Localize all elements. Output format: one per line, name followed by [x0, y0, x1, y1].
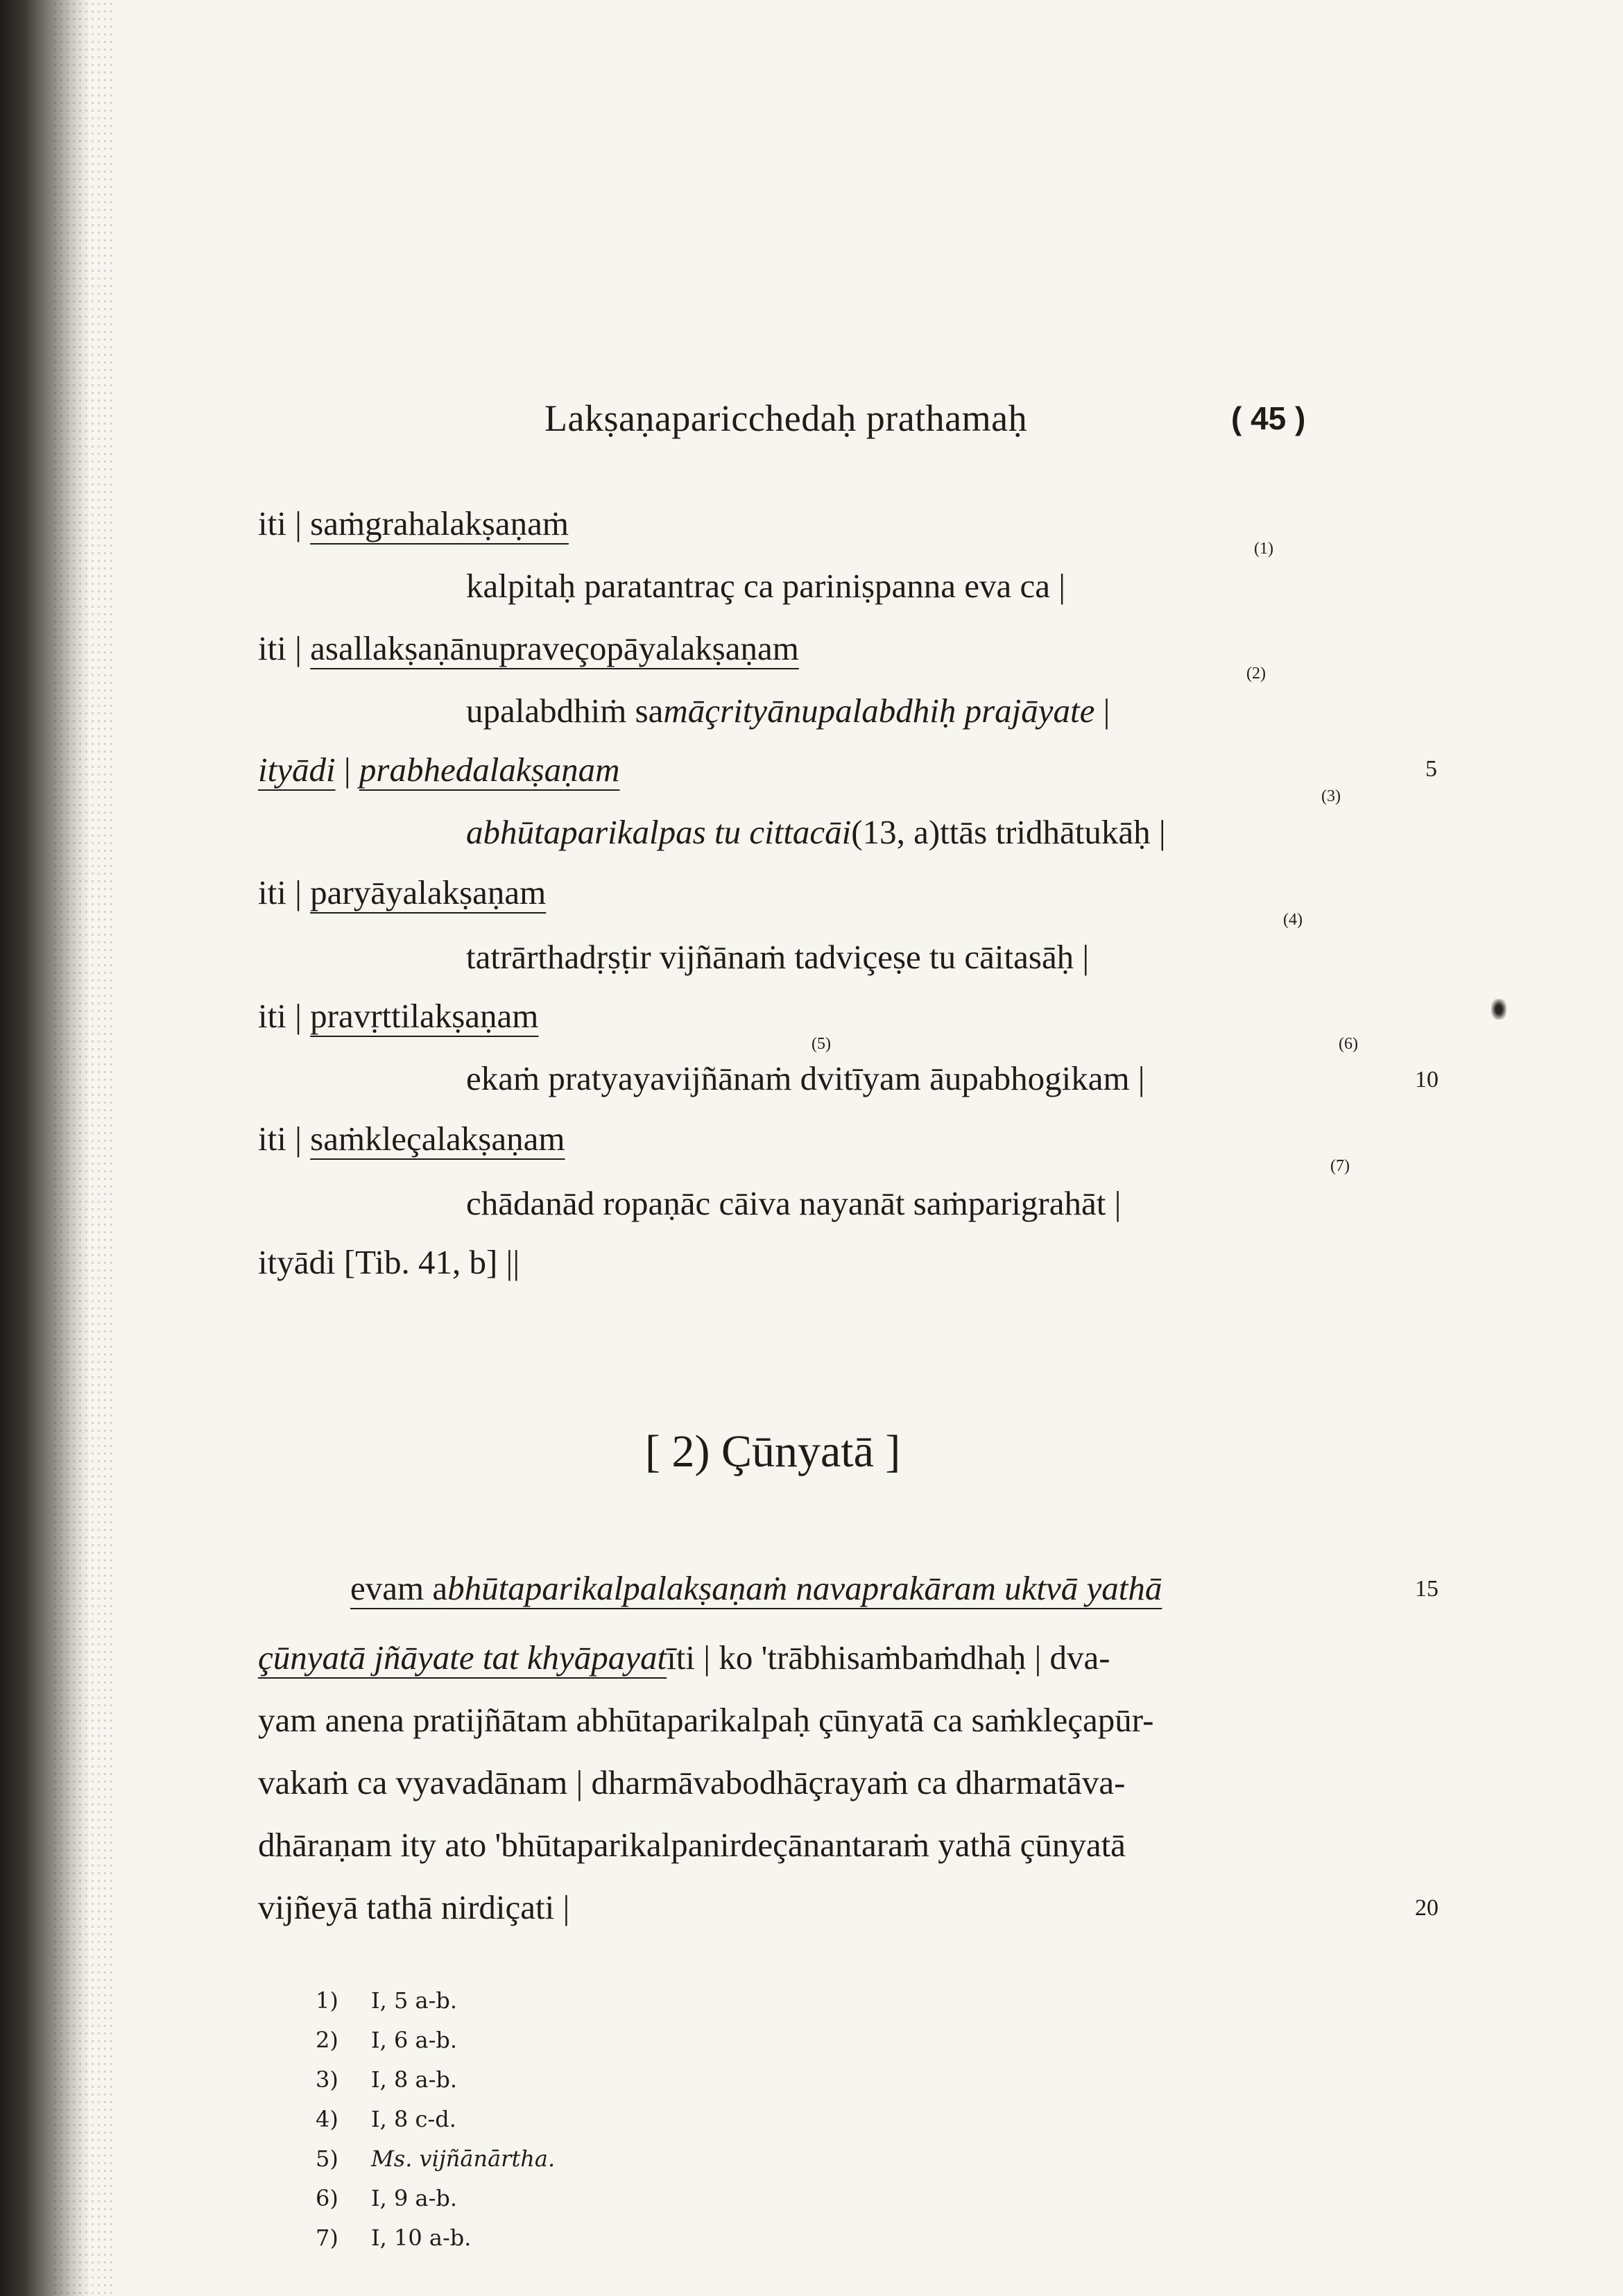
heading-samklesa: saṁkleçalakṣaṇam: [310, 1120, 565, 1158]
heading-pravrtti: pravṛttilakṣaṇam: [310, 997, 539, 1035]
footnote-ref-5: (5): [812, 1035, 831, 1053]
heading-asallaksana: asallakṣaṇānupraveçopāyalakṣaṇam: [310, 629, 799, 667]
footnote-number: 5): [316, 2145, 338, 2172]
verse-line-2: [466, 694, 1110, 728]
footnote-number: 7): [316, 2225, 338, 2251]
separator: |: [335, 751, 359, 789]
page-speckle: [52, 0, 114, 2296]
heading-samgraha: saṁgrahalakṣaṇaṁ: [310, 504, 569, 542]
line-number-10: 10: [1415, 1067, 1439, 1093]
verse-line-2-end: |: [1094, 692, 1110, 730]
para-line-2: [258, 1638, 1110, 1677]
footnote-ref-7: (7): [1330, 1157, 1350, 1175]
para-line-4: vakaṁ ca vyavadānam | dharmāvabodhāçrayaṁ ca dharmatāva-: [258, 1763, 1126, 1801]
text-line-1: [258, 506, 569, 540]
text-line-1-prefix: iti |: [258, 504, 311, 542]
footnote-text: Ms. vijñānārtha.: [371, 2145, 556, 2172]
text-line-3: [258, 631, 799, 665]
footnote-number: 6): [316, 2185, 338, 2211]
footnote-ref-2: (2): [1246, 665, 1266, 683]
footnote-1: [316, 1987, 457, 2014]
text-line-3-prefix: iti |: [258, 629, 311, 667]
footnote-number: 4): [316, 2106, 338, 2132]
text-line-9-prefix: iti |: [258, 997, 311, 1035]
footnote-7: [316, 2225, 471, 2251]
heading-prabheda: prabhedalakṣaṇam: [359, 751, 620, 789]
running-header-title: Lakṣaṇaparicchedaḥ prathamaḥ: [544, 397, 1028, 439]
footnote-5: [316, 2145, 555, 2172]
footnote-text: I, 5 a-b.: [371, 1987, 458, 2014]
footnote-number: 3): [316, 2066, 338, 2093]
text-line-7-prefix: iti |: [258, 873, 311, 911]
verse-line-3-plain: (13, a)ttās tridhātukāḥ |: [851, 813, 1166, 851]
verse-line-3-italic: abhūtaparikalpas tu cittacāi: [466, 813, 852, 851]
footnote-3: [316, 2066, 457, 2093]
verse-line-2-plain: upalabdhiṁ sa: [466, 692, 664, 730]
para-line-2-italic: çūnyatā jñāyate tat khyāpayat: [258, 1638, 667, 1677]
footnote-text: I, 8 a-b.: [371, 2066, 458, 2093]
line-number-20: 20: [1415, 1895, 1439, 1921]
text-line-11-prefix: iti |: [258, 1120, 311, 1158]
verse-line-2-italic: māçrityānupalabdhiḥ prajāyate: [663, 692, 1095, 730]
verse-line-1: kalpitaḥ paratantraç ca pariniṣpanna eva ca |: [466, 567, 1066, 605]
text-line-9: [258, 999, 538, 1033]
text-line-13: ityādi [Tib. 41, b] ||: [258, 1243, 520, 1281]
footnote-2: [316, 2027, 457, 2053]
para-line-3: yam anena pratijñātam abhūtaparikalpaḥ çūnyatā ca saṁkleçapūr-: [258, 1701, 1154, 1739]
para-line-1: [350, 1571, 1162, 1605]
verse-line-3: [466, 815, 1166, 849]
para-line-5: dhāraṇam ity ato 'bhūtaparikalpanirdeçānantaraṁ yathā çūnyatā: [258, 1826, 1126, 1864]
verse-line-6: chādanād ropaṇāc cāiva nayanāt saṁparigrahāt |: [466, 1184, 1122, 1222]
footnote-ref-3: (3): [1321, 787, 1341, 805]
para-line-1-plain: evam a: [350, 1569, 448, 1607]
line-number-15: 15: [1415, 1576, 1439, 1602]
text-line-7: [258, 875, 546, 909]
footnote-ref-6: (6): [1339, 1035, 1358, 1053]
section-heading: [ 2) Çūnyatā ]: [645, 1426, 901, 1477]
footnote-number: 1): [316, 1987, 338, 2014]
text-line-11: [258, 1122, 565, 1156]
para-line-2-plain: īti | ko 'trābhisaṁbaṁdhaḥ | dva-: [667, 1638, 1110, 1677]
text-line-5: [258, 753, 620, 787]
heading-paryaya: paryāyalakṣaṇam: [310, 873, 547, 911]
footnote-ref-1: (1): [1254, 540, 1273, 558]
verse-line-4: tatrārthadṛṣṭir vijñānaṁ tadviçeṣe tu cāitasāḥ |: [466, 938, 1090, 976]
ink-stain: [1491, 999, 1506, 1020]
footnote-number: 2): [316, 2027, 338, 2053]
verse-line-5: ekaṁ pratyayavijñānaṁ dvitīyam āupabhogikam |: [466, 1059, 1145, 1097]
footnote-6: [316, 2185, 457, 2211]
footnote-4: [316, 2106, 456, 2132]
footnote-text: I, 8 c-d.: [371, 2106, 456, 2132]
footnote-text: I, 6 a-b.: [371, 2027, 458, 2053]
ityadi-italic: ityādi: [258, 751, 336, 789]
para-line-6: vijñeyā tathā nirdiçati |: [258, 1888, 570, 1926]
footnote-text: I, 10 a-b.: [371, 2225, 472, 2251]
footnote-ref-4: (4): [1283, 911, 1303, 929]
para-line-1-italic: bhūtaparikalpalakṣaṇaṁ navaprakāram uktvā yathā: [447, 1569, 1162, 1607]
footnote-text: I, 9 a-b.: [371, 2185, 458, 2211]
page-number: ( 45 ): [1231, 400, 1306, 436]
line-number-5: 5: [1425, 756, 1437, 782]
